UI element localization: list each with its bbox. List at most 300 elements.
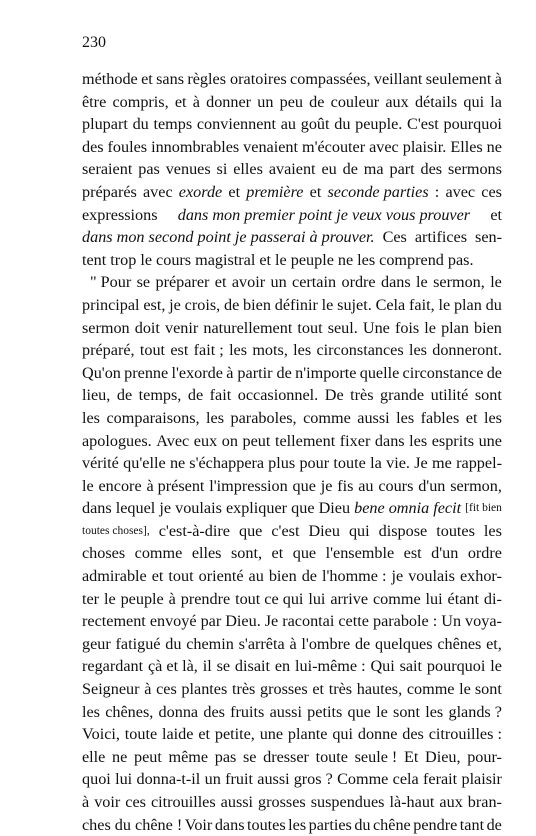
text-segment: seulement bbox=[425, 70, 492, 88]
text-segment: avaient bbox=[268, 160, 316, 179]
text-line bbox=[82, 136, 502, 159]
text-segment: le sont bbox=[459, 680, 502, 699]
text-segment: plupart bbox=[82, 115, 128, 134]
text-segment: Qui bbox=[370, 657, 395, 676]
text-segment: grande bbox=[380, 386, 425, 405]
text-segment: pourquoi bbox=[443, 115, 502, 134]
text-segment: préparer bbox=[155, 273, 210, 292]
text-line bbox=[82, 407, 502, 430]
text-segment: artifices bbox=[414, 228, 468, 247]
text-line bbox=[82, 723, 502, 746]
text-segment: orienté bbox=[198, 567, 244, 586]
text-segment: rectement bbox=[82, 612, 146, 631]
text-segment: cela bbox=[392, 770, 419, 789]
text-segment: aussi bbox=[220, 793, 254, 811]
text-segment: toutes bbox=[247, 815, 286, 834]
text-line bbox=[82, 226, 502, 249]
text-segment: l'homme : bbox=[321, 567, 387, 586]
text-line bbox=[82, 452, 502, 475]
text-segment: cours bbox=[378, 476, 414, 495]
text-segment: par bbox=[200, 612, 222, 631]
text-segment: sermon, bbox=[433, 273, 485, 292]
text-segment: et bbox=[312, 680, 325, 699]
text-segment: fis bbox=[337, 476, 354, 495]
text-segment: règles oratoires bbox=[187, 70, 287, 88]
text-segment: comme bbox=[372, 589, 421, 608]
text-segment: Je bbox=[414, 454, 428, 473]
text-segment: plaisir. bbox=[402, 137, 447, 156]
text-segment: les bbox=[409, 431, 428, 450]
text-segment: fruits bbox=[230, 702, 265, 721]
text-segment: elles bbox=[233, 160, 263, 179]
text-segment: tellement bbox=[274, 431, 336, 450]
text-segment: ne s'échappera plus bbox=[169, 454, 296, 473]
text-segment: prenne bbox=[124, 363, 169, 382]
text-segment: étant bbox=[447, 589, 480, 608]
text-segment: le bbox=[490, 273, 502, 292]
text-segment: est bbox=[403, 544, 422, 563]
text-segment: tout bbox=[168, 567, 194, 586]
text-segment: fait bbox=[209, 386, 232, 405]
text-segment: le bbox=[438, 295, 451, 314]
text-segment: les bbox=[288, 815, 307, 834]
text-segment: petits bbox=[307, 702, 343, 721]
text-segment: détails bbox=[414, 92, 458, 111]
text-segment: fatigué bbox=[115, 634, 161, 653]
text-segment: peuple bbox=[290, 250, 334, 269]
text-segment: comme bbox=[134, 544, 183, 563]
text-segment: bene omnia fecit bbox=[354, 499, 462, 518]
text-segment: compassées, bbox=[290, 70, 371, 88]
text-segment: et bbox=[174, 92, 187, 111]
text-segment: racontai bbox=[282, 612, 335, 631]
text-segment: peut bbox=[242, 431, 271, 450]
text-line bbox=[82, 271, 502, 294]
text-segment: couleur bbox=[330, 92, 380, 111]
text-segment: vérité bbox=[82, 454, 119, 473]
text-segment: une bbox=[259, 725, 284, 744]
text-segment: sans bbox=[156, 70, 185, 88]
text-segment: venaient bbox=[243, 137, 299, 156]
text-line bbox=[82, 158, 502, 181]
text-segment: plante bbox=[287, 725, 328, 744]
text-line bbox=[82, 181, 502, 204]
text-segment: ordre bbox=[341, 273, 376, 292]
text-segment: ne bbox=[486, 137, 502, 156]
text-segment: cours bbox=[156, 250, 192, 269]
text-segment: Cela bbox=[375, 295, 406, 314]
text-segment: Ces bbox=[382, 228, 407, 247]
text-segment: temps, bbox=[138, 386, 182, 405]
text-segment: se bbox=[242, 747, 257, 766]
text-segment: être bbox=[82, 92, 107, 111]
text-segment: si bbox=[216, 160, 228, 179]
text-segment: du bbox=[334, 115, 351, 134]
text-segment: l'ensemble bbox=[325, 544, 395, 563]
text-segment: je bbox=[159, 499, 172, 518]
text-segment: méthode bbox=[82, 70, 138, 88]
text-segment: les bbox=[82, 408, 100, 427]
page-number: 230 bbox=[82, 34, 106, 51]
text-segment: définir bbox=[274, 295, 318, 314]
text-segment: et bbox=[271, 544, 284, 563]
text-segment: Dieu, bbox=[425, 747, 461, 766]
text-segment: Voici, bbox=[82, 725, 120, 744]
text-segment: toutes choses], bbox=[82, 524, 150, 537]
text-segment: de bbox=[116, 386, 133, 405]
text-segment: peut bbox=[133, 747, 162, 766]
text-segment: exhor- bbox=[459, 567, 502, 586]
text-segment: ma bbox=[363, 160, 384, 179]
text-segment: chêne bbox=[373, 815, 411, 834]
text-segment: toute bbox=[124, 725, 158, 744]
text-line bbox=[82, 520, 502, 543]
text-segment: expressions bbox=[82, 205, 158, 224]
text-segment: le bbox=[82, 476, 94, 495]
text-segment: petite, bbox=[214, 725, 255, 744]
text-segment: quelques bbox=[375, 634, 433, 653]
text-segment: çà et là, bbox=[147, 657, 198, 676]
text-segment: au bbox=[358, 476, 374, 495]
text-segment: grosses bbox=[260, 680, 308, 699]
text-segment: ces bbox=[125, 793, 146, 811]
text-segment: ferait bbox=[423, 770, 458, 789]
text-segment: comme bbox=[303, 408, 351, 427]
text-segment: dispose bbox=[378, 521, 428, 540]
text-segment: d'un bbox=[431, 544, 459, 563]
text-segment: très bbox=[350, 386, 374, 405]
text-segment: aux bbox=[439, 793, 463, 811]
text-segment: [fit bien bbox=[465, 502, 502, 515]
text-segment: plan bbox=[453, 295, 482, 314]
text-segment: le bbox=[490, 657, 502, 676]
text-segment: circonstance bbox=[402, 363, 484, 382]
text-line bbox=[82, 588, 502, 611]
text-segment: goût bbox=[300, 115, 330, 134]
text-segment: ne bbox=[112, 747, 128, 766]
text-segment: le bbox=[321, 295, 334, 314]
text-segment: que bbox=[238, 521, 263, 540]
text-line bbox=[82, 791, 502, 814]
text-segment: citrouilles bbox=[150, 793, 216, 811]
text-segment: seraient bbox=[82, 160, 133, 179]
text-segment: bien bbox=[243, 295, 271, 314]
text-segment: voulais bbox=[408, 567, 455, 586]
text-segment: foules bbox=[107, 137, 148, 156]
text-segment: disait bbox=[234, 657, 270, 676]
text-segment: la bbox=[490, 92, 502, 111]
text-segment: apologues. bbox=[82, 431, 152, 450]
text-segment: de bbox=[187, 386, 204, 405]
text-segment: les bbox=[82, 702, 100, 721]
text-segment: di- bbox=[483, 589, 502, 608]
text-segment: lui bbox=[425, 589, 443, 608]
text-segment: lui-même : bbox=[295, 657, 366, 676]
text-segment: dans mon second point je passerai à prouver. bbox=[82, 228, 375, 247]
text-segment: donna-t-il bbox=[136, 770, 201, 789]
text-line bbox=[82, 655, 502, 678]
text-segment: les bbox=[206, 408, 225, 427]
text-segment: les bbox=[229, 341, 248, 360]
text-segment: admirable bbox=[82, 567, 147, 586]
text-segment: pour bbox=[299, 454, 330, 473]
text-segment: chênes, bbox=[105, 702, 154, 721]
text-segment: de bbox=[301, 567, 317, 586]
text-segment: m'écouter bbox=[301, 137, 366, 156]
text-segment: en bbox=[274, 657, 291, 676]
text-segment: qu'elle bbox=[123, 454, 166, 473]
text-segment: cette parabole : bbox=[338, 612, 438, 631]
text-segment: sujet. bbox=[337, 295, 372, 314]
text-segment: geur bbox=[82, 634, 111, 653]
text-segment: donne bbox=[357, 725, 398, 744]
text-segment: que bbox=[347, 702, 371, 721]
text-segment: donneront. bbox=[432, 341, 502, 360]
text-segment: rappel- bbox=[456, 454, 502, 473]
text-segment: conviennent bbox=[196, 115, 276, 134]
text-segment: fables bbox=[420, 408, 460, 427]
text-segment: Voir bbox=[184, 815, 213, 834]
text-segment: qui bbox=[463, 92, 485, 111]
text-segment: les bbox=[483, 521, 502, 540]
text-segment: Comme bbox=[337, 770, 389, 789]
text-segment: je bbox=[169, 295, 181, 314]
text-segment: tent bbox=[82, 250, 107, 269]
text-segment: exorde bbox=[178, 182, 223, 201]
text-line bbox=[82, 475, 502, 498]
text-line bbox=[82, 68, 502, 91]
text-segment: le bbox=[275, 250, 287, 269]
text-segment: regardant bbox=[82, 657, 144, 676]
text-segment: suspendues bbox=[310, 793, 385, 811]
text-segment: sermon, bbox=[450, 476, 502, 495]
text-segment: dans bbox=[374, 431, 405, 450]
text-segment: c'est-à-dire bbox=[158, 521, 230, 540]
text-line bbox=[82, 113, 502, 136]
text-segment: plan bbox=[441, 318, 469, 337]
text-segment: donner bbox=[206, 92, 252, 111]
text-segment: très bbox=[231, 680, 256, 699]
text-segment: peuple. bbox=[355, 115, 403, 134]
text-line bbox=[82, 91, 502, 114]
text-segment: toute bbox=[333, 454, 366, 473]
text-segment: lequel bbox=[115, 499, 156, 518]
text-segment: que bbox=[292, 544, 317, 563]
text-segment: des bbox=[402, 725, 424, 744]
text-segment: sermon bbox=[82, 318, 130, 337]
text-segment: s'arrêta bbox=[238, 634, 285, 653]
text-segment: un bbox=[257, 92, 274, 111]
text-segment: de bbox=[342, 160, 358, 179]
text-line bbox=[82, 814, 502, 836]
text-segment: Seigneur bbox=[82, 680, 140, 699]
text-segment: lui bbox=[115, 770, 133, 789]
text-segment: et bbox=[228, 182, 241, 201]
text-segment: citrouilles : bbox=[428, 725, 502, 744]
text-segment: Dieu bbox=[308, 521, 340, 540]
text-segment: me bbox=[432, 454, 452, 473]
text-segment: voir bbox=[94, 793, 121, 811]
text-segment: voya- bbox=[465, 612, 502, 631]
text-segment: Une bbox=[362, 318, 390, 337]
text-segment: à bbox=[168, 589, 176, 608]
text-line bbox=[82, 317, 502, 340]
text-segment: dresser bbox=[263, 747, 309, 766]
text-segment: De bbox=[324, 386, 344, 405]
text-segment: tant bbox=[459, 815, 485, 834]
text-segment: que bbox=[292, 476, 316, 495]
text-segment: veillant bbox=[373, 70, 423, 88]
text-segment: bran- bbox=[467, 793, 502, 811]
text-line bbox=[82, 565, 502, 588]
text-segment: un bbox=[204, 770, 221, 789]
text-segment: bien bbox=[268, 567, 297, 586]
text-segment: même bbox=[168, 747, 209, 766]
text-segment: : bbox=[434, 182, 440, 201]
text-segment: circonstances bbox=[316, 341, 404, 360]
text-segment: les bbox=[396, 408, 415, 427]
text-segment: au bbox=[248, 567, 264, 586]
text-segment: préparé, bbox=[82, 341, 135, 360]
text-segment: pas bbox=[214, 747, 237, 766]
text-segment: ne bbox=[337, 250, 354, 269]
text-segment: et, bbox=[486, 634, 502, 653]
text-segment: C'est bbox=[407, 115, 439, 134]
text-segment: laide bbox=[162, 725, 194, 744]
text-segment: aux bbox=[385, 92, 409, 111]
text-segment: ces bbox=[156, 680, 177, 699]
text-segment: part bbox=[389, 160, 415, 179]
text-segment: les bbox=[483, 408, 502, 427]
text-segment: et bbox=[309, 182, 322, 201]
text-segment: dans bbox=[381, 273, 411, 292]
text-segment: Dieu bbox=[318, 499, 351, 518]
text-segment: prendre bbox=[180, 589, 231, 608]
text-segment: donna bbox=[158, 702, 199, 721]
text-segment: sont, bbox=[230, 544, 263, 563]
text-segment: là-haut bbox=[389, 793, 435, 811]
text-segment: seconde parties bbox=[327, 182, 429, 201]
text-line bbox=[82, 362, 502, 385]
text-segment: sen- bbox=[475, 228, 502, 247]
text-segment: grosses bbox=[258, 793, 306, 811]
text-segment: trop bbox=[110, 250, 137, 269]
text-segment: le bbox=[103, 589, 116, 608]
text-segment: esprits bbox=[431, 431, 474, 450]
text-segment: innombrables bbox=[151, 137, 240, 156]
text-segment: magistral bbox=[195, 250, 256, 269]
text-segment: et bbox=[465, 408, 478, 427]
text-segment: et bbox=[214, 273, 227, 292]
text-segment: avoir bbox=[231, 273, 266, 292]
text-segment: peuple bbox=[120, 589, 164, 608]
text-segment: peu bbox=[279, 92, 303, 111]
text-segment: venir bbox=[165, 318, 199, 337]
text-segment: ordre bbox=[467, 544, 502, 563]
text-segment: est bbox=[170, 341, 189, 360]
text-segment: ches du chêne ! bbox=[82, 815, 183, 834]
text-segment: à bbox=[192, 92, 200, 111]
text-segment: arrive bbox=[330, 589, 369, 608]
text-segment: première bbox=[246, 182, 304, 201]
text-line bbox=[82, 204, 502, 227]
text-segment: eu bbox=[321, 160, 337, 179]
text-segment: pendre bbox=[413, 815, 458, 834]
text-line bbox=[82, 339, 502, 362]
text-line bbox=[82, 746, 502, 769]
text-segment: à bbox=[494, 70, 502, 88]
text-segment: se bbox=[216, 657, 231, 676]
text-segment: fait, bbox=[409, 295, 435, 314]
text-segment: l'ombre bbox=[301, 634, 351, 653]
text-segment: Un bbox=[441, 612, 462, 631]
text-segment: sermons bbox=[448, 160, 502, 179]
text-segment: bien bbox=[474, 318, 502, 337]
text-segment: les bbox=[357, 250, 376, 269]
text-segment: à bbox=[289, 634, 297, 653]
text-segment: du bbox=[354, 815, 371, 834]
text-segment: ces bbox=[481, 182, 502, 201]
text-segment: vie. bbox=[386, 454, 410, 473]
text-segment: seule ! bbox=[354, 747, 398, 766]
text-segment: Je bbox=[264, 612, 279, 631]
text-segment: sont bbox=[393, 702, 421, 721]
text-segment: lui bbox=[308, 589, 326, 608]
text-segment: tout bbox=[139, 341, 166, 360]
text-line bbox=[82, 294, 502, 317]
text-segment: dans bbox=[214, 815, 245, 834]
text-segment: hautes, bbox=[356, 680, 403, 699]
text-segment: dans mon premier point je veux vous prouver bbox=[177, 205, 471, 224]
text-segment: fixer bbox=[339, 431, 371, 450]
text-segment: l'exorde bbox=[171, 363, 223, 382]
text-segment: pourquoi bbox=[426, 657, 486, 676]
text-segment: le bbox=[140, 250, 153, 269]
text-segment: aussi bbox=[357, 408, 390, 427]
text-segment: pas bbox=[138, 160, 160, 179]
text-segment: de bbox=[486, 363, 502, 382]
text-segment: certain bbox=[292, 273, 337, 292]
text-segment: des bbox=[420, 160, 443, 179]
text-segment: principal bbox=[82, 295, 140, 314]
text-segment: à bbox=[82, 793, 90, 811]
text-segment: du bbox=[165, 634, 182, 653]
text-segment: est, bbox=[143, 295, 166, 314]
text-segment: de bbox=[486, 815, 502, 834]
text-segment: lieu, bbox=[82, 386, 111, 405]
text-line bbox=[82, 768, 502, 791]
text-segment: d'un bbox=[418, 476, 446, 495]
text-segment: comme bbox=[406, 680, 455, 699]
text-segment: un bbox=[270, 273, 287, 292]
text-line bbox=[82, 249, 502, 272]
text-segment: de bbox=[354, 634, 371, 653]
text-segment: les bbox=[293, 341, 312, 360]
text-segment: toute bbox=[315, 747, 348, 766]
text-segment: du bbox=[485, 295, 502, 314]
text-segment: Qu'on bbox=[82, 363, 121, 382]
text-segment: doit bbox=[134, 318, 160, 337]
text-segment: utilité bbox=[430, 386, 469, 405]
text-segment: pas. bbox=[447, 250, 474, 269]
text-line bbox=[82, 430, 502, 453]
text-segment: qui bbox=[348, 521, 370, 540]
text-segment: eux bbox=[193, 431, 218, 450]
text-segment: je bbox=[320, 476, 333, 495]
text-segment: seul. bbox=[327, 318, 358, 337]
text-line bbox=[82, 542, 502, 565]
text-segment: pour- bbox=[467, 747, 502, 766]
